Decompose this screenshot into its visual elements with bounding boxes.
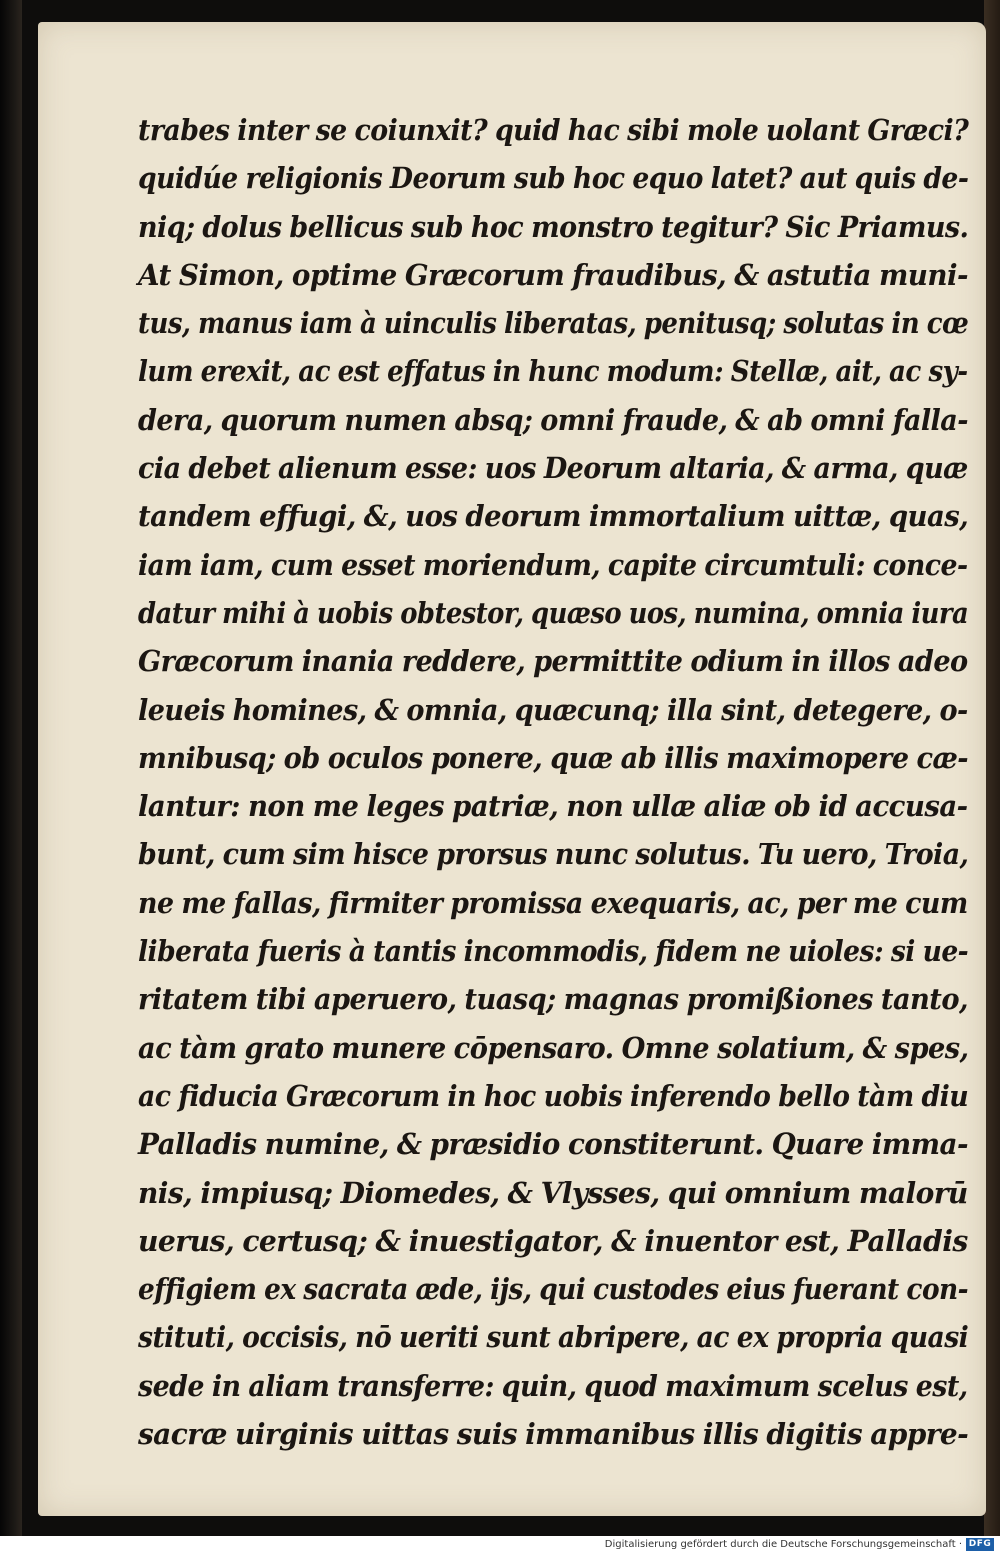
text-line: ritatem tibi aperuero, tuasq; magnas promißiones tanto, — [138, 982, 968, 1017]
text-line: uerus, certusq; & inuestigator, & inuentor est, Palladis — [138, 1223, 968, 1258]
text-line: tus, manus iam à uinculis liberatas, penitusq; solutas in cœ — [138, 306, 969, 341]
text-line: trabes inter se coiunxit? quid hac sibi mole uolant Græci? — [138, 113, 969, 147]
page-text — [138, 106, 968, 1458]
text-line: cia debet alienum esse: uos Deorum altaria, & arma, quæ — [138, 451, 968, 486]
text-line: ne me fallas, firmiter promissa exequaris, ac, per me cum — [138, 885, 968, 920]
text-line: ac fiducia Græcorum in hoc uobis inferendo bello tàm diu — [138, 1078, 969, 1113]
text-line: Græcorum inania reddere, permittite odium in illos adeo — [138, 644, 968, 679]
footer — [0, 1536, 1000, 1554]
text-line: ac tàm grato munere cōpensaro. Omne solatium, & spes, — [138, 1030, 969, 1065]
text-line: sede in aliam transferre: quin, quod maximum scelus est, — [138, 1368, 968, 1403]
text-line: niq; dolus bellicus sub hoc monstro tegitur? Sic Priamus. — [138, 209, 969, 244]
funding-credit: Digitalisierung gefördert durch die Deutsche Forschungsgemeinschaft · — [604, 1539, 962, 1550]
text-line: tandem effugi, &, uos deorum immortalium uittæ, quas, — [138, 499, 969, 534]
text-line: effigiem ex sacrata æde, ijs, qui custodes eius fuerant con- — [138, 1272, 969, 1307]
text-line: leueis homines, & omnia, quæcunq; illa sint, detegere, o- — [138, 692, 968, 727]
text-line: dera, quorum numen absq; omni fraude, & ab omni falla- — [138, 402, 968, 437]
book-page — [38, 22, 986, 1516]
text-line: quidúe religionis Deorum sub hoc equo latet? aut quis de- — [138, 161, 969, 196]
text-line: iam iam, cum esset moriendum, capite circumtuli: conce- — [138, 547, 968, 582]
book-cover-edge — [984, 0, 1000, 1536]
text-line: At Simon, optime Græcorum fraudibus, & astutia muni- — [138, 257, 968, 292]
text-line: datur mihi à uobis obtestor, quæso uos, numina, omnia iura — [138, 595, 969, 630]
text-line: stituti, occisis, nō ueriti sunt abripere, ac ex propria quasi — [138, 1320, 969, 1355]
text-line: liberata fueris à tantis incommodis, fidem ne uioles: si ue- — [138, 934, 969, 969]
text-line: Palladis numine, & præsidio constiterunt. Quare imma- — [138, 1127, 968, 1162]
book-spine-edge — [0, 0, 22, 1536]
text-line: mnibusq; ob oculos ponere, quæ ab illis maximopere cæ- — [138, 740, 969, 775]
text-line: sacræ uirginis uittas suis immanibus illis digitis appre- — [138, 1417, 969, 1452]
text-line: nis, impiusq; Diomedes, & Vlysses, qui omnium malorū — [138, 1175, 968, 1210]
text-line: bunt, cum sim hisce prorsus nunc solutus. Tu uero, Troia, — [138, 837, 969, 872]
dfg-logo: DFG — [966, 1538, 994, 1551]
text-line: lantur: non me leges patriæ, non ullæ aliæ ob id accusa- — [138, 789, 968, 824]
text-line: lum erexit, ac est effatus in hunc modum: Stellæ, ait, ac sy- — [138, 354, 968, 389]
